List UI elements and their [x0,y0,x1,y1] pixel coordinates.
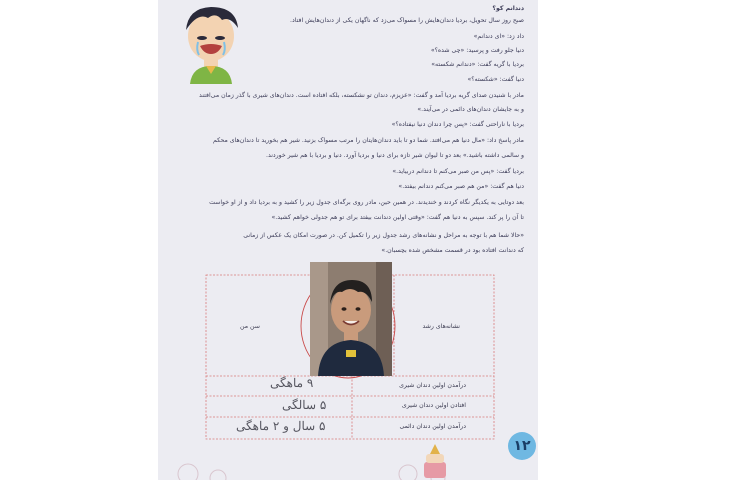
crying-boy-illustration [178,2,244,84]
story-line: «حالا شما هم با توجه به مراحل و نشانه‌های رشد جدول زیر را تکمیل کن. در صورت امکان یک عکس از زمانی [243,232,524,239]
handwritten-answer[interactable]: ۵ سال و ۲ ماهگی [236,419,326,433]
page-number-badge: ۱۲ [508,432,536,460]
story-title: دندانم کو؟ [492,5,524,12]
child-photo-image [310,262,392,376]
story-line: مادر با شنیدن صدای گریه بردیا آمد و گفت: «عزیزم، دندان تو نشکسته، بلکه افتاده است. دندان‌های شیری با گذر زمان می‌افتند [199,92,524,99]
story-line: دنیا هم گفت: «من هم صبر می‌کنم دندانم بیفتد.» [398,183,524,190]
decorative-border-bottom [158,440,538,480]
row-label: افتادن اولین دندان شیری [401,402,466,409]
story-line: مادر پاسخ داد: «مال دنیا هم می‌افتد. شما دو تا باید دندان‌هایتان را مرتب مسواک بزنید. شیر هم بخورید تا دندان‌های محکم [212,137,524,144]
row-label: درآمدن اولین دندان شیری [399,382,466,389]
header-growth-signs: نشانه‌های رشد [422,323,460,330]
handwritten-answer[interactable]: ۵ سالگی [282,398,327,412]
story-line: بردیا با ناراحتی گفت: «پس چرا دندان دنیا نیفتاده؟» [391,121,524,128]
story-line: داد زد: «ای دندانم» [473,33,524,40]
story-line: بردیا با گریه گفت: «دندانم شکسته» [431,61,524,68]
workbook-page [158,0,538,480]
story-line: بردیا گفت: «پس من صبر می‌کنم تا دندانم دربیاید.» [392,168,524,175]
story-line: بعد دوتایی به یکدیگر نگاه کردند و خندیدند. در همین حین، مادر روی برگه‌ای جدول زیر را کشید و به بردیا داد و از او خواست [209,199,524,206]
child-photo [310,262,392,376]
story-line: دنیا گفت: «شکسته؟» [467,76,524,83]
story-line: دنیا جلو رفت و پرسید: «چی شده؟» [430,47,524,54]
story-line: تا آن را پر کند. سپس به دنیا هم گفت: «وقتی اولین دندانت بیفتد برای تو هم جدولی خواهم کشید.» [271,214,524,221]
row-label: درآمدن اولین دندان دائمی [399,423,466,430]
story-line: که دندانت افتاده بود در قسمت مشخص شده بچسبان.» [381,247,524,254]
story-line: و به جایشان دندان‌های دائمی در می‌آیند.» [417,106,524,113]
story-line: و سالمی داشته باشید.» بعد دو تا لیوان شیر تازه برای دنیا و بردیا آورد. دنیا و بردیا با هم شیر خوردند. [265,152,524,159]
handwritten-answer[interactable]: ۹ ماهگی [270,376,314,390]
header-my-age: سن من [240,323,260,330]
story-line: صبح روز سال تحویل، بردیا دندان‌هایش را مسواک می‌زد که ناگهان یکی از دندان‌هایش افتاد. [290,17,524,24]
